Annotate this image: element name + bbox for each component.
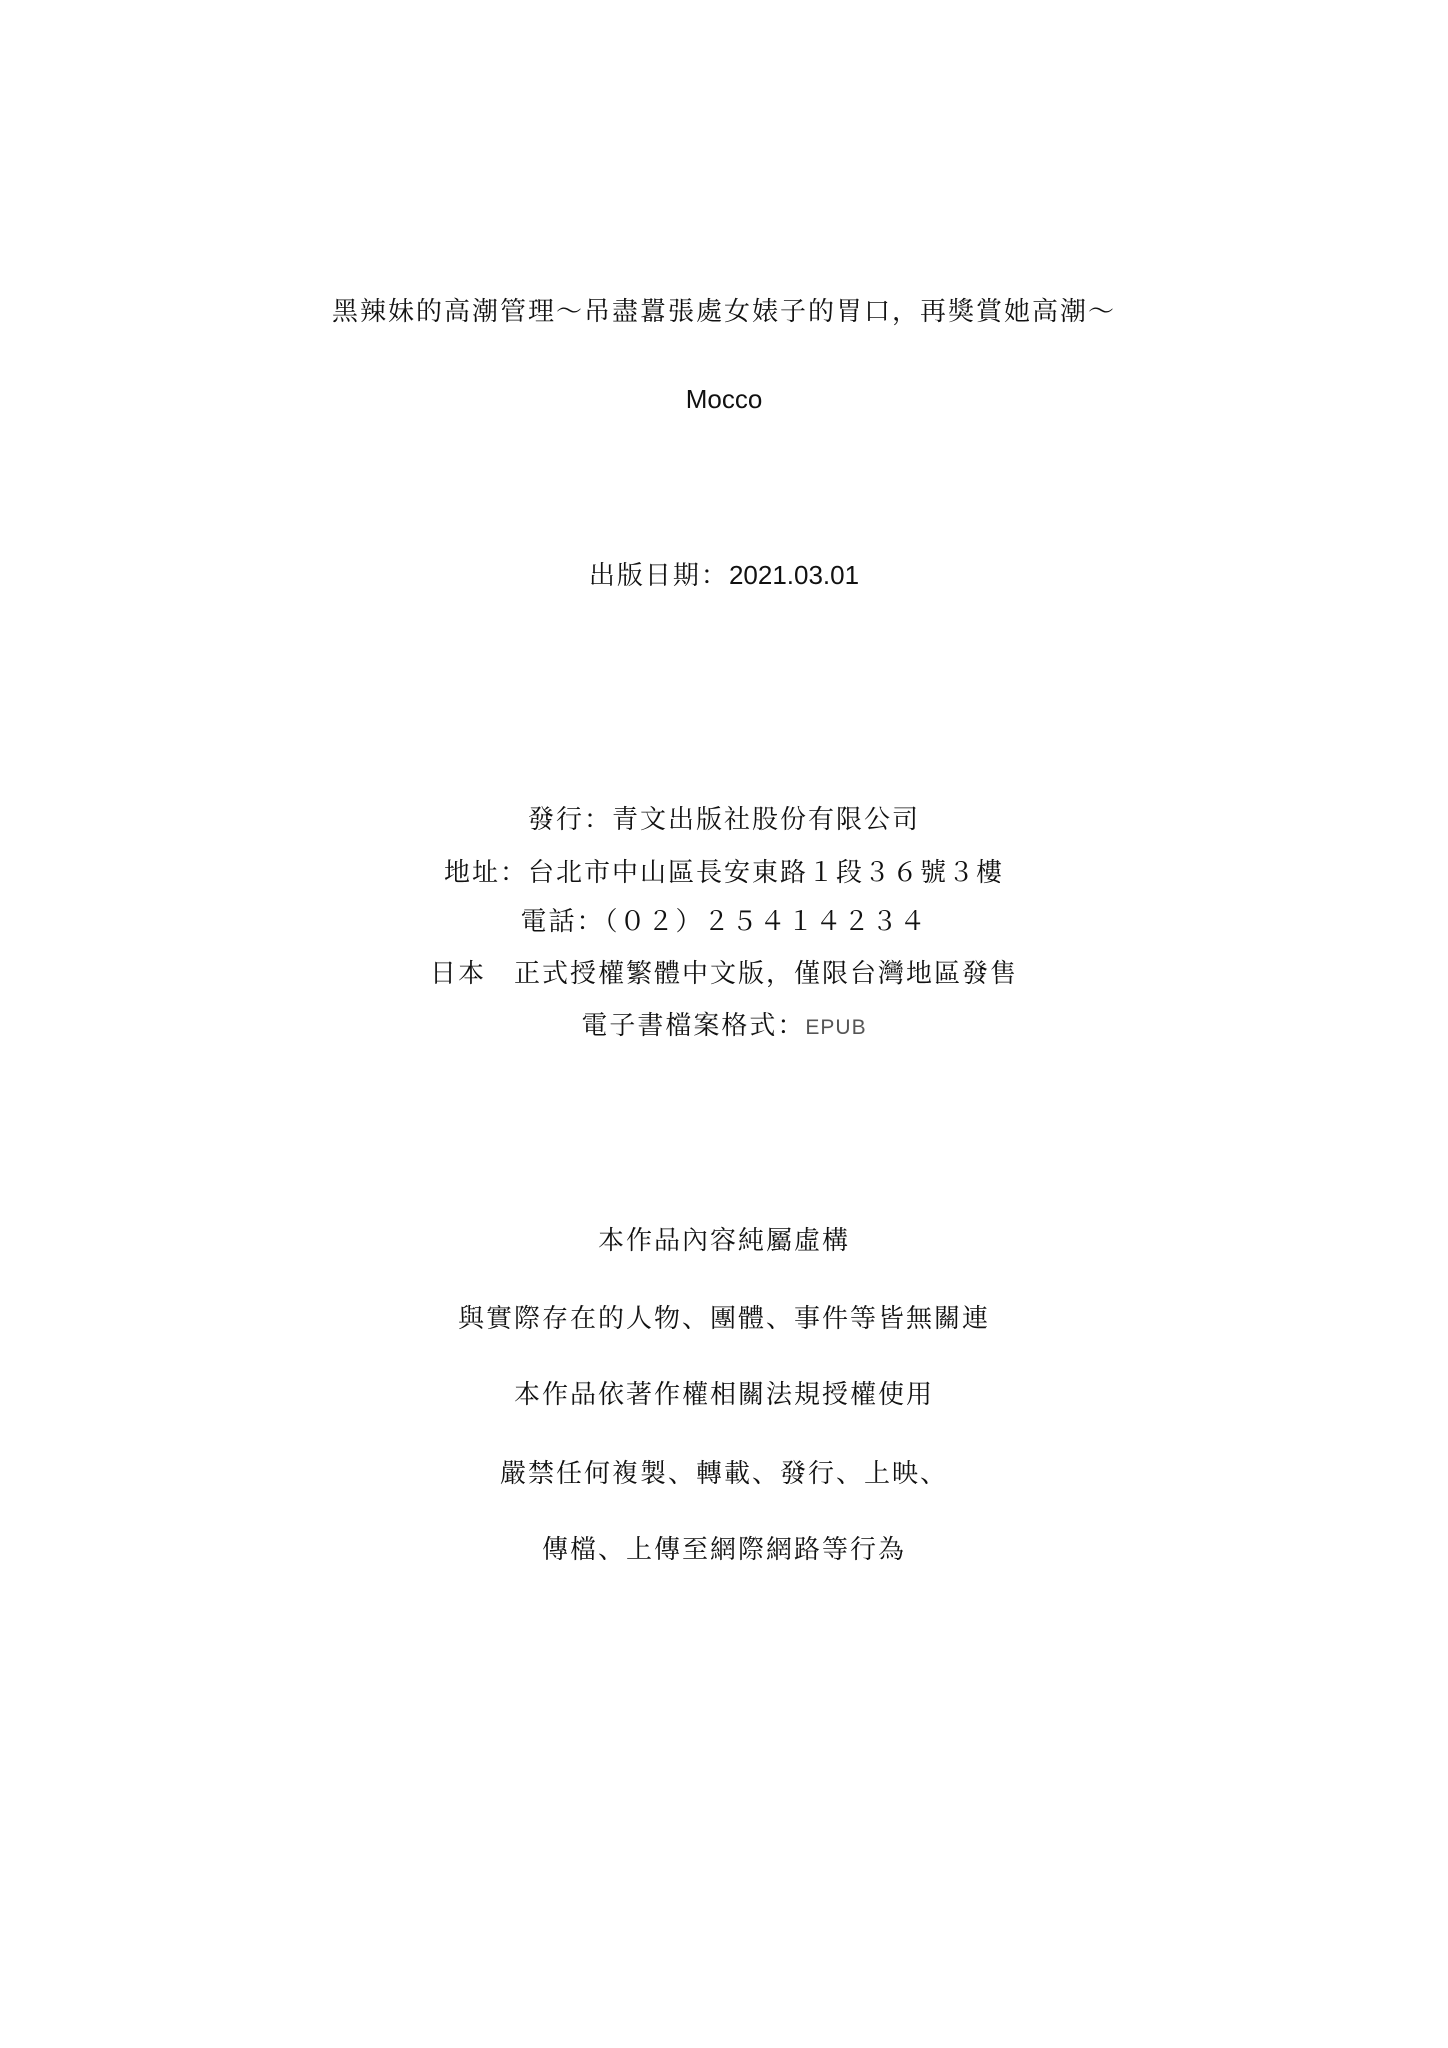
notice-line-4: 嚴禁任何複製、轉載、發行、上映、 xyxy=(499,1459,948,1489)
phone-line: 電話：（０２）２５４１４２３４ xyxy=(520,907,928,937)
notice-line-1: 本作品內容純屬虛構 xyxy=(597,1226,850,1256)
notice-line-3: 本作品依著作權相關法規授權使用 xyxy=(513,1380,934,1410)
ebook-format-line xyxy=(0,1010,1448,1044)
publisher-line: 發行：青文出版社股份有限公司 xyxy=(527,805,920,835)
address-line: 地址：台北市中山區長安東路１段３６號３樓 xyxy=(443,858,1004,888)
notice-line-5: 傳檔、上傳至網際網路等行為 xyxy=(541,1535,906,1565)
author-name: Mocco xyxy=(685,384,763,414)
book-title: 黑辣妹的高潮管理～吊盡囂張處女婊子的胃口，再獎賞她高潮～ xyxy=(331,297,1116,327)
publish-date xyxy=(0,559,1448,592)
ebook-format-value: EPUB xyxy=(805,1016,867,1039)
publish-date-value: 2021.03.01 xyxy=(728,560,860,590)
publish-date-label: 出版日期： xyxy=(588,561,729,591)
ebook-format-label: 電子書檔案格式： xyxy=(581,1011,806,1041)
license-line: 日本 正式授權繁體中文版，僅限台灣地區發售 xyxy=(429,959,1018,989)
notice-line-2: 與實際存在的人物、團體、事件等皆無關連 xyxy=(457,1304,990,1334)
